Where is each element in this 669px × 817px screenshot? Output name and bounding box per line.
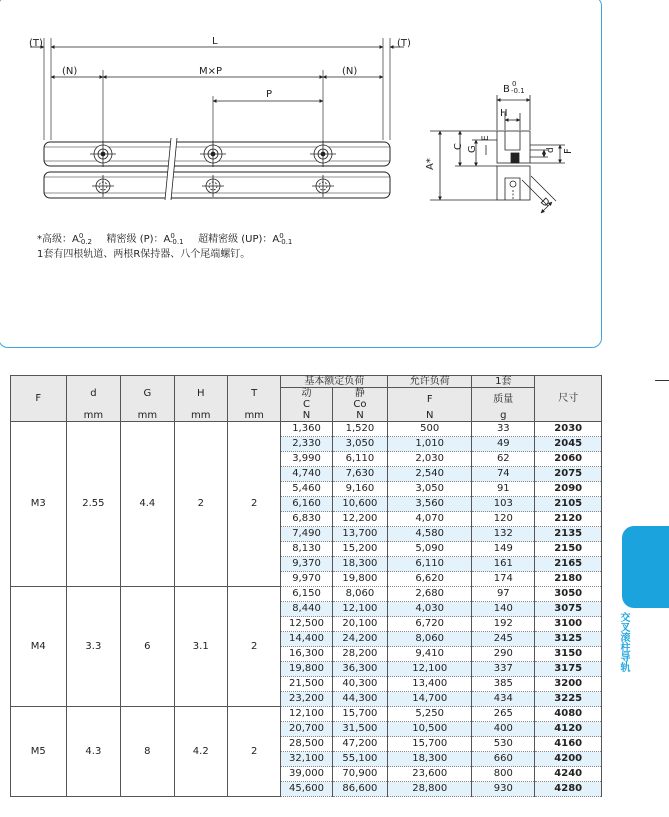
cell-t: 2 — [227, 422, 280, 587]
cell-co: 1,520 — [332, 422, 388, 437]
cell-g: 120 — [472, 512, 535, 527]
cell-size: 2090 — [535, 482, 602, 497]
table-row — [11, 587, 602, 602]
cell-co: 13,700 — [332, 527, 388, 542]
cell-size: 4120 — [535, 722, 602, 737]
cell-co: 10,600 — [332, 497, 388, 512]
header-f-load: F — [388, 388, 472, 411]
cell-g: 192 — [472, 617, 535, 632]
cell-t: 2 — [227, 707, 280, 797]
cell-c: 20,700 — [281, 722, 332, 737]
table-row — [11, 422, 602, 437]
cell-f: 6,720 — [388, 617, 472, 632]
dim-d-roller: D — [537, 196, 552, 210]
header-mass: 质量 — [472, 388, 535, 411]
cell-f: 28,800 — [388, 782, 472, 797]
technical-drawing — [0, 0, 669, 360]
cell-g: 245 — [472, 632, 535, 647]
cell-c: 5,460 — [281, 482, 332, 497]
table-row — [11, 707, 602, 722]
cell-f: 2,680 — [388, 587, 472, 602]
section-label: 交叉滚柱导轨 — [618, 612, 629, 672]
dim-mxp: M×P — [199, 66, 223, 77]
cell-co: 19,800 — [332, 572, 388, 587]
cell-f: 4,030 — [388, 602, 472, 617]
cell-c: 3,990 — [281, 452, 332, 467]
cell-co: 8,060 — [332, 587, 388, 602]
cell-size: 2120 — [535, 512, 602, 527]
cell-co: 47,200 — [332, 737, 388, 752]
cell-g: 6 — [121, 587, 174, 707]
spec-table — [10, 375, 602, 797]
cell-f: 1,010 — [388, 437, 472, 452]
header-mass-per-set: 1套 — [472, 376, 535, 388]
cell-c: 2,330 — [281, 437, 332, 452]
cell-f: 12,100 — [388, 662, 472, 677]
dim-g: G — [467, 145, 478, 153]
cell-f: M5 — [11, 707, 67, 797]
cell-g: 33 — [472, 422, 535, 437]
unit-h: mm — [174, 410, 227, 422]
cell-co: 40,300 — [332, 677, 388, 692]
cell-size: 3200 — [535, 677, 602, 692]
header-d: d — [66, 376, 121, 411]
high-upper: 0 — [78, 232, 84, 240]
cell-size: 3075 — [535, 602, 602, 617]
unit-d: mm — [66, 410, 121, 422]
cell-co: 70,900 — [332, 767, 388, 782]
cell-co: 3,050 — [332, 437, 388, 452]
cell-g: 400 — [472, 722, 535, 737]
cell-d: 3.3 — [66, 587, 121, 707]
cell-f: 4,070 — [388, 512, 472, 527]
cell-f: 2,540 — [388, 467, 472, 482]
cell-co: 7,630 — [332, 467, 388, 482]
dim-b-tol-upper: 0 — [512, 80, 517, 88]
cell-f: 8,060 — [388, 632, 472, 647]
cell-size: 2150 — [535, 542, 602, 557]
unit-f-load: N — [388, 410, 472, 422]
cell-g: 930 — [472, 782, 535, 797]
cell-c: 9,970 — [281, 572, 332, 587]
header-basic-load: 基本额定负荷 — [281, 376, 388, 388]
cell-c: 14,400 — [281, 632, 332, 647]
cell-size: 3150 — [535, 647, 602, 662]
cell-size: 2180 — [535, 572, 602, 587]
cell-c: 8,440 — [281, 602, 332, 617]
cell-f: 500 — [388, 422, 472, 437]
precision-upper: 0 — [170, 232, 175, 240]
cell-c: 19,800 — [281, 662, 332, 677]
page-tick — [655, 380, 669, 381]
cell-c: 45,600 — [281, 782, 332, 797]
cell-size: 2165 — [535, 557, 602, 572]
cell-g: 660 — [472, 752, 535, 767]
dim-t-right: (T) — [397, 38, 411, 49]
dim-n-left: (N) — [62, 66, 78, 77]
rail-cross-section — [430, 95, 565, 213]
cell-c: 12,100 — [281, 707, 332, 722]
cell-h: 4.2 — [174, 707, 227, 797]
unit-c: N — [281, 410, 332, 422]
high-lower: -0.2 — [78, 238, 92, 246]
cell-g: 132 — [472, 527, 535, 542]
header-static: 静 Co — [332, 388, 388, 411]
cell-size: 2045 — [535, 437, 602, 452]
cell-d: 2.55 — [66, 422, 121, 587]
cell-d: 4.3 — [66, 707, 121, 797]
dim-a: A* — [425, 158, 436, 170]
cell-f: M4 — [11, 587, 67, 707]
cell-size: 4200 — [535, 752, 602, 767]
cell-f: 6,620 — [388, 572, 472, 587]
section-tab[interactable] — [622, 526, 669, 608]
cell-f: 6,110 — [388, 557, 472, 572]
header-g: G — [121, 376, 174, 411]
accuracy-ultra-label: 超精密级 (UP)：A — [198, 234, 280, 245]
cell-co: 28,200 — [332, 647, 388, 662]
cell-size: 3050 — [535, 587, 602, 602]
header-allow-load: 允许负荷 — [388, 376, 472, 388]
cell-co: 6,110 — [332, 452, 388, 467]
header-t: T — [227, 376, 280, 411]
cell-g: 174 — [472, 572, 535, 587]
cell-f: 18,300 — [388, 752, 472, 767]
cell-g: 91 — [472, 482, 535, 497]
unit-g: mm — [121, 410, 174, 422]
cell-h: 2 — [174, 422, 227, 587]
dim-f: F — [563, 148, 574, 154]
dim-b: B — [503, 84, 510, 95]
cell-h: 3.1 — [174, 587, 227, 707]
cell-f: 2,030 — [388, 452, 472, 467]
cell-size: 3175 — [535, 662, 602, 677]
cell-size: 4280 — [535, 782, 602, 797]
cell-co: 12,200 — [332, 512, 388, 527]
cell-g: 385 — [472, 677, 535, 692]
cell-g: 62 — [472, 452, 535, 467]
cell-c: 8,130 — [281, 542, 332, 557]
cell-g: 337 — [472, 662, 535, 677]
cell-f: 3,050 — [388, 482, 472, 497]
cell-size: 2135 — [535, 527, 602, 542]
cell-g: 530 — [472, 737, 535, 752]
cell-c: 12,500 — [281, 617, 332, 632]
cell-c: 6,150 — [281, 587, 332, 602]
accuracy-high-label: *高级：A — [37, 234, 79, 245]
cell-co: 44,300 — [332, 692, 388, 707]
cell-size: 2060 — [535, 452, 602, 467]
cell-f: 5,250 — [388, 707, 472, 722]
cell-size: 4240 — [535, 767, 602, 782]
cell-size: 3125 — [535, 632, 602, 647]
header-h: H — [174, 376, 227, 411]
cell-t: 2 — [227, 587, 280, 707]
cell-c: 23,200 — [281, 692, 332, 707]
cell-f: 3,560 — [388, 497, 472, 512]
cell-co: 15,700 — [332, 707, 388, 722]
header-co: Co — [353, 399, 367, 410]
cell-g: 8 — [121, 707, 174, 797]
cell-f: M3 — [11, 422, 67, 587]
cell-c: 28,500 — [281, 737, 332, 752]
dim-p: P — [266, 89, 273, 100]
cell-co: 20,100 — [332, 617, 388, 632]
cell-g: 49 — [472, 437, 535, 452]
cell-g: 265 — [472, 707, 535, 722]
unit-t: mm — [227, 410, 280, 422]
cell-c: 7,490 — [281, 527, 332, 542]
accuracy-precision-label: 精密级 (P)：A — [106, 234, 171, 245]
cell-co: 18,300 — [332, 557, 388, 572]
cell-size: 4080 — [535, 707, 602, 722]
cell-g: 161 — [472, 557, 535, 572]
dim-l: L — [212, 36, 218, 47]
cell-g: 74 — [472, 467, 535, 482]
cell-f: 23,600 — [388, 767, 472, 782]
cell-c: 39,000 — [281, 767, 332, 782]
dim-d: d — [546, 147, 556, 153]
dim-h: H — [500, 108, 508, 119]
cell-co: 12,100 — [332, 602, 388, 617]
cell-co: 9,160 — [332, 482, 388, 497]
cell-f: 4,580 — [388, 527, 472, 542]
cell-g: 97 — [472, 587, 535, 602]
cell-size: 4160 — [535, 737, 602, 752]
cell-f: 14,700 — [388, 692, 472, 707]
cell-size: 2105 — [535, 497, 602, 512]
dim-n-right: (N) — [342, 66, 358, 77]
header-dynamic: 动 C — [281, 388, 332, 411]
cell-g: 103 — [472, 497, 535, 512]
ultra-lower: -0.1 — [278, 238, 293, 246]
cell-c: 9,370 — [281, 557, 332, 572]
ultra-upper: 0 — [279, 232, 284, 240]
accuracy-note — [37, 233, 297, 247]
cell-c: 6,830 — [281, 512, 332, 527]
cell-f: 9,410 — [388, 647, 472, 662]
precision-lower: -0.1 — [169, 238, 184, 246]
set-contents-note: 1套有四根轨道、两根R保持器、八个尾端螺钉。 — [37, 249, 251, 260]
cell-co: 24,200 — [332, 632, 388, 647]
cell-g: 800 — [472, 767, 535, 782]
dim-c: C — [453, 143, 464, 150]
dim-e: E — [481, 135, 491, 141]
cell-g: 140 — [472, 602, 535, 617]
cell-g: 4.4 — [121, 422, 174, 587]
spec-table-body — [11, 422, 602, 797]
cell-c: 32,100 — [281, 752, 332, 767]
cell-size: 2075 — [535, 467, 602, 482]
cell-co: 15,200 — [332, 542, 388, 557]
cell-g: 290 — [472, 647, 535, 662]
cell-c: 1,360 — [281, 422, 332, 437]
cell-c: 4,740 — [281, 467, 332, 482]
cell-f: 10,500 — [388, 722, 472, 737]
cell-co: 31,500 — [332, 722, 388, 737]
cell-f: 13,400 — [388, 677, 472, 692]
cell-size: 3225 — [535, 692, 602, 707]
cell-size: 3100 — [535, 617, 602, 632]
dim-b-tol-lower: -0.1 — [511, 87, 525, 95]
dim-t-left: (T) — [29, 38, 43, 49]
cell-co: 55,100 — [332, 752, 388, 767]
cell-c: 21,500 — [281, 677, 332, 692]
header-c: C — [303, 399, 310, 410]
cell-co: 86,600 — [332, 782, 388, 797]
cell-c: 6,160 — [281, 497, 332, 512]
unit-co: N — [332, 410, 388, 422]
cell-g: 434 — [472, 692, 535, 707]
unit-mass: g — [472, 410, 535, 422]
cell-c: 16,300 — [281, 647, 332, 662]
cell-co: 36,300 — [332, 662, 388, 677]
header-size: 尺寸 — [535, 376, 602, 422]
cell-f: 15,700 — [388, 737, 472, 752]
cell-size: 2030 — [535, 422, 602, 437]
cell-f: 5,090 — [388, 542, 472, 557]
cell-g: 149 — [472, 542, 535, 557]
header-f: F — [11, 376, 67, 422]
